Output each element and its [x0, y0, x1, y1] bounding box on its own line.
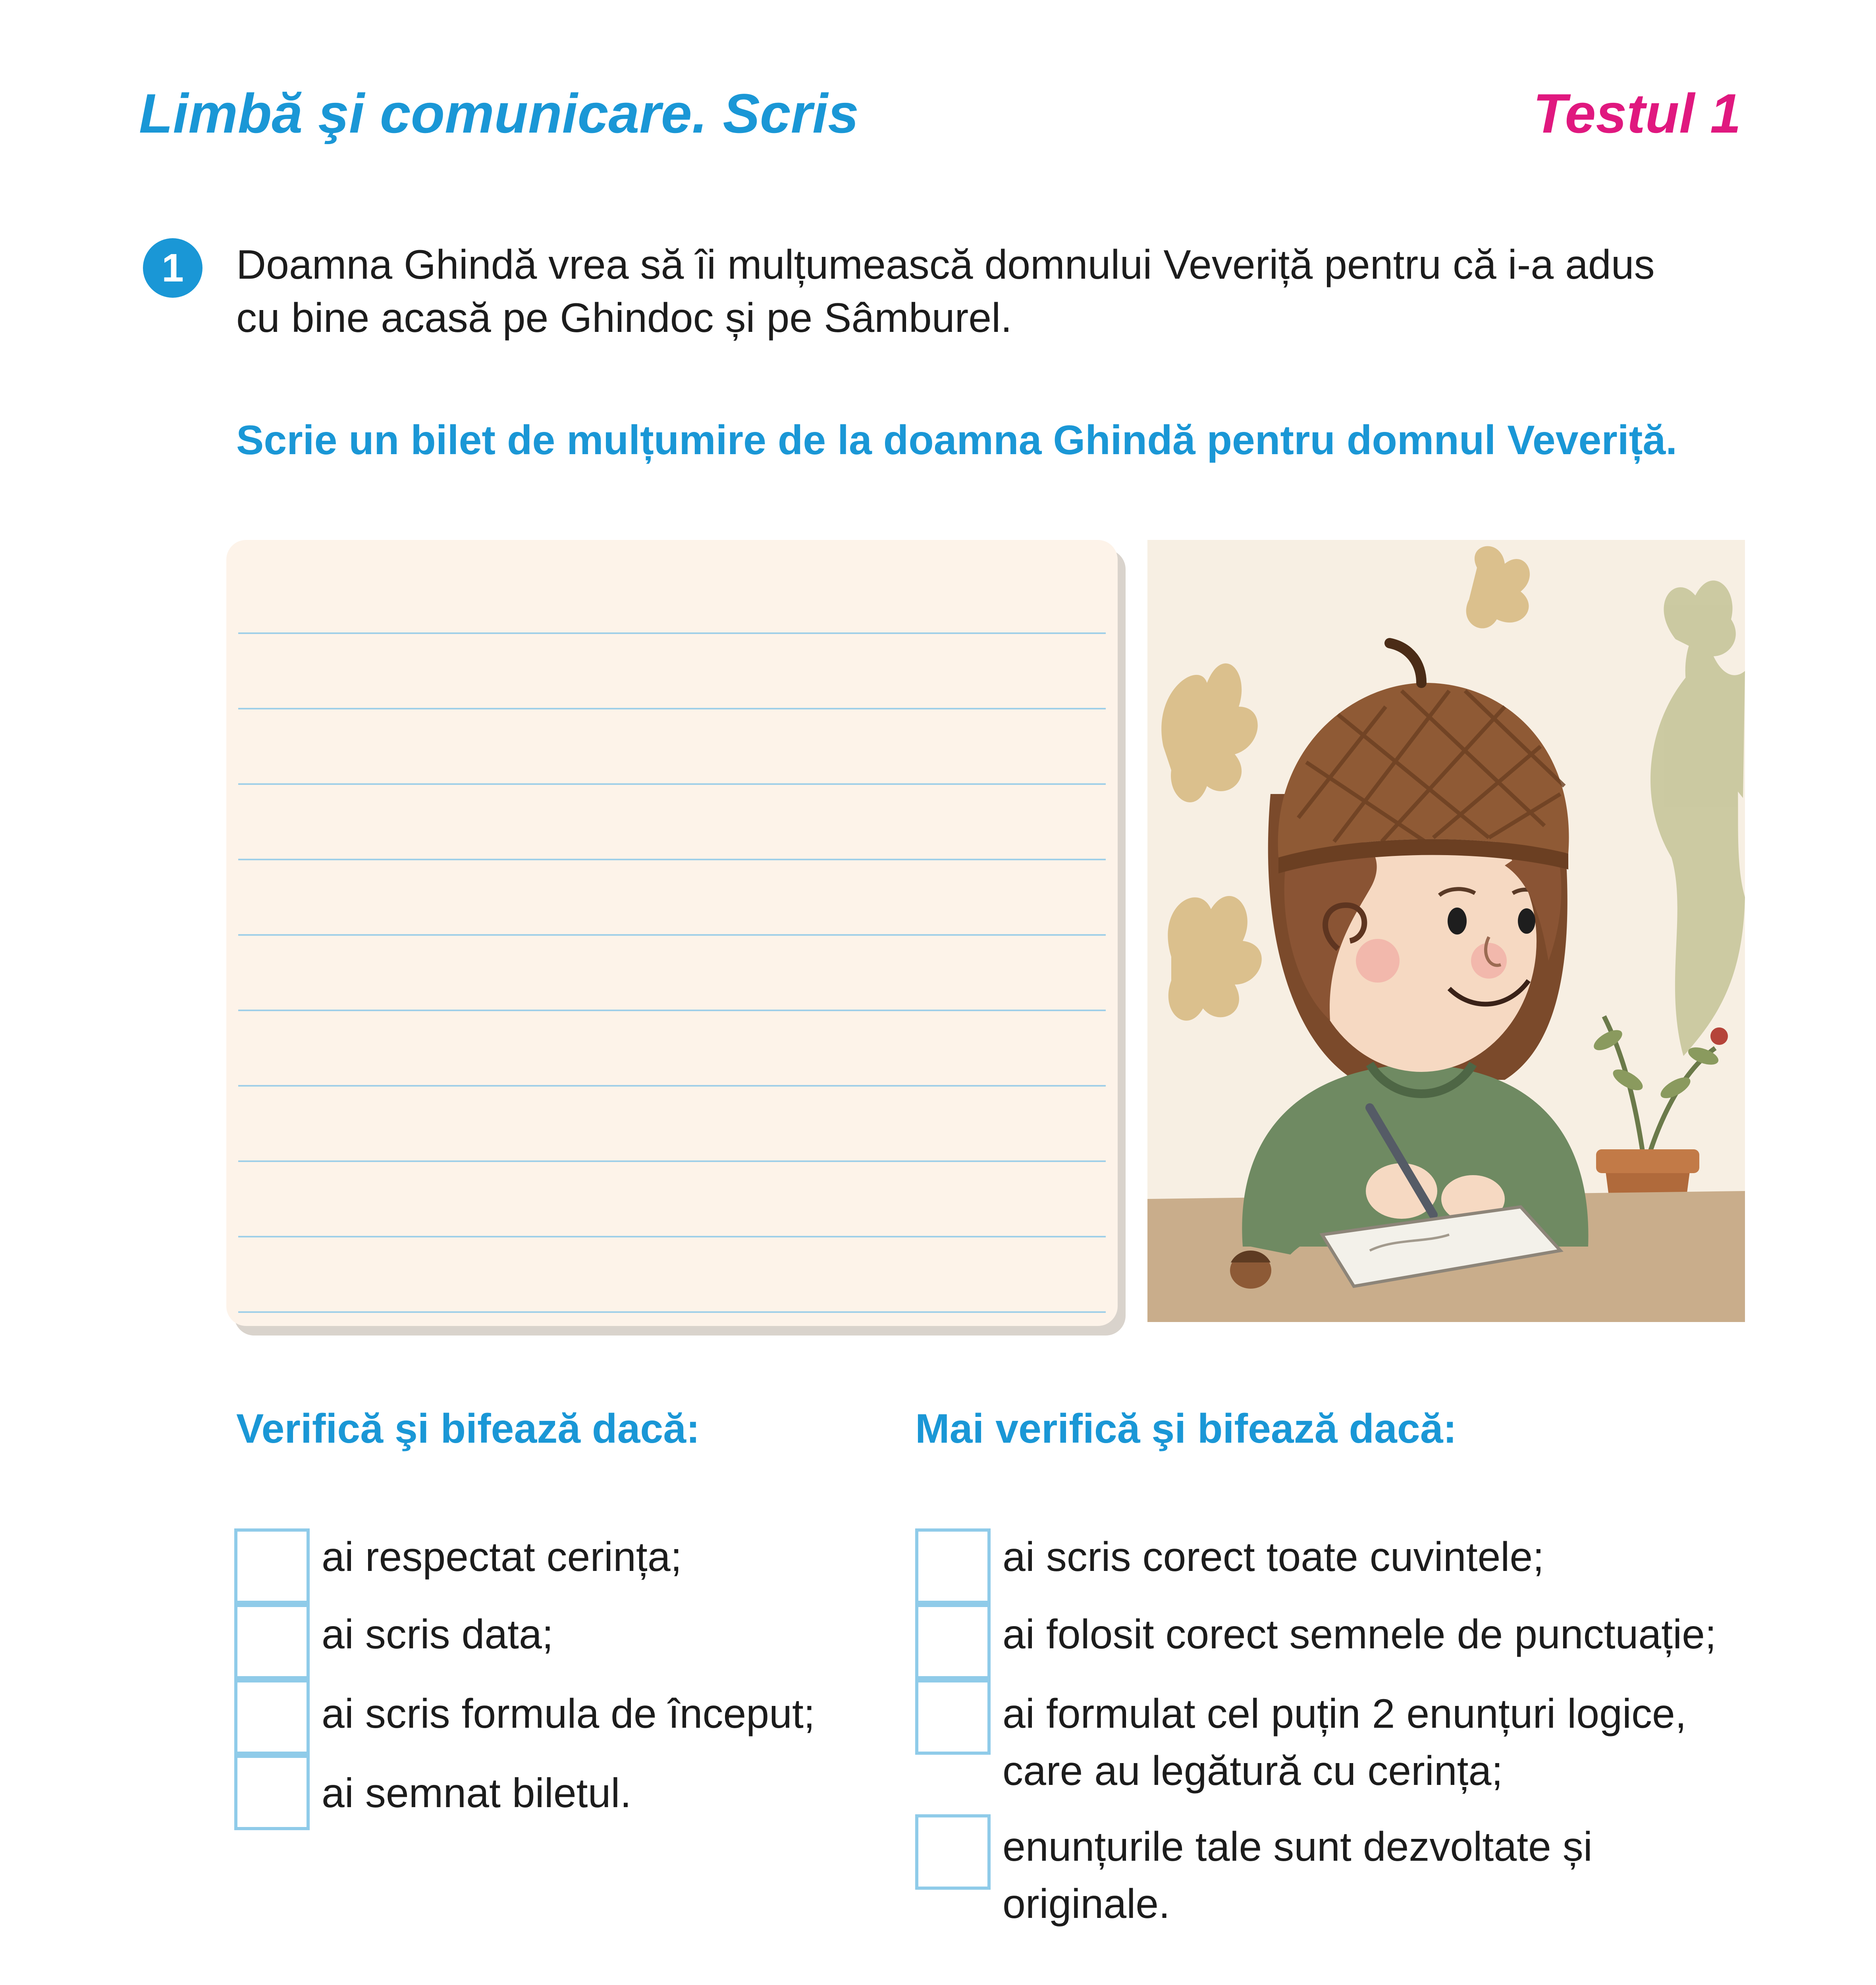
exercise-instruction: Scrie un bilet de mulțumire de la doamna Ghindă pentru domnul Veveriță. — [236, 417, 1677, 463]
test-label: Testul 1 — [1533, 82, 1741, 145]
checkbox[interactable] — [234, 1755, 310, 1830]
checklist-item — [1003, 1818, 1593, 1933]
writing-line — [238, 1085, 1106, 1087]
checklist-item: ai semnat biletul. — [322, 1770, 632, 1816]
intro-line-2: cu bine acasă pe Ghindoc și pe Sâmburel. — [236, 295, 1012, 341]
checkbox[interactable] — [234, 1679, 310, 1755]
writing-line — [238, 1236, 1106, 1237]
checkbox[interactable] — [915, 1604, 991, 1679]
writing-line — [238, 632, 1106, 634]
intro-line-1: Doamna Ghindă vrea să îi mulțumească domnului Veveriță pentru că i-a adus — [236, 242, 1655, 288]
writing-line — [238, 1160, 1106, 1162]
writing-line — [238, 708, 1106, 709]
writing-area[interactable] — [226, 540, 1118, 1326]
checklist-item: ai scris corect toate cuvintele; — [1003, 1534, 1544, 1580]
writing-line — [238, 859, 1106, 860]
checklist-item: ai respectat cerința; — [322, 1534, 682, 1580]
checkbox[interactable] — [915, 1814, 991, 1890]
checklist-item: ai scris data; — [322, 1611, 553, 1657]
writing-line — [238, 1010, 1106, 1011]
checklist-item: ai scris formula de început; — [322, 1691, 815, 1737]
checklist-item-line: ai formulat cel puțin 2 enunțuri logice, — [1003, 1691, 1687, 1737]
exercise-intro — [236, 238, 1745, 345]
checkbox[interactable] — [915, 1679, 991, 1755]
checklist-item-line: care au legătură cu cerința; — [1003, 1748, 1503, 1794]
checkbox[interactable] — [234, 1604, 310, 1679]
checklist-item — [1003, 1685, 1687, 1800]
writing-line — [238, 783, 1106, 785]
exercise-number-badge: 1 — [143, 238, 202, 298]
checklist-left-heading: Verifică şi bifează dacă: — [236, 1406, 700, 1452]
checklist-item-line: enunțurile tale sunt dezvoltate și — [1003, 1824, 1593, 1870]
writing-line — [238, 934, 1106, 936]
girl-acorn-hat-writing-illustration — [1147, 540, 1745, 1322]
checklist-item: ai folosit corect semnele de punctuație; — [1003, 1611, 1716, 1657]
subject-title: Limbă şi comunicare. Scris — [139, 82, 859, 145]
writing-line — [238, 1311, 1106, 1313]
checklist-right-heading: Mai verifică şi bifează dacă: — [915, 1406, 1457, 1452]
checkbox[interactable] — [915, 1528, 991, 1604]
checkbox[interactable] — [234, 1528, 310, 1604]
checklist-item-line: originale. — [1003, 1881, 1170, 1927]
